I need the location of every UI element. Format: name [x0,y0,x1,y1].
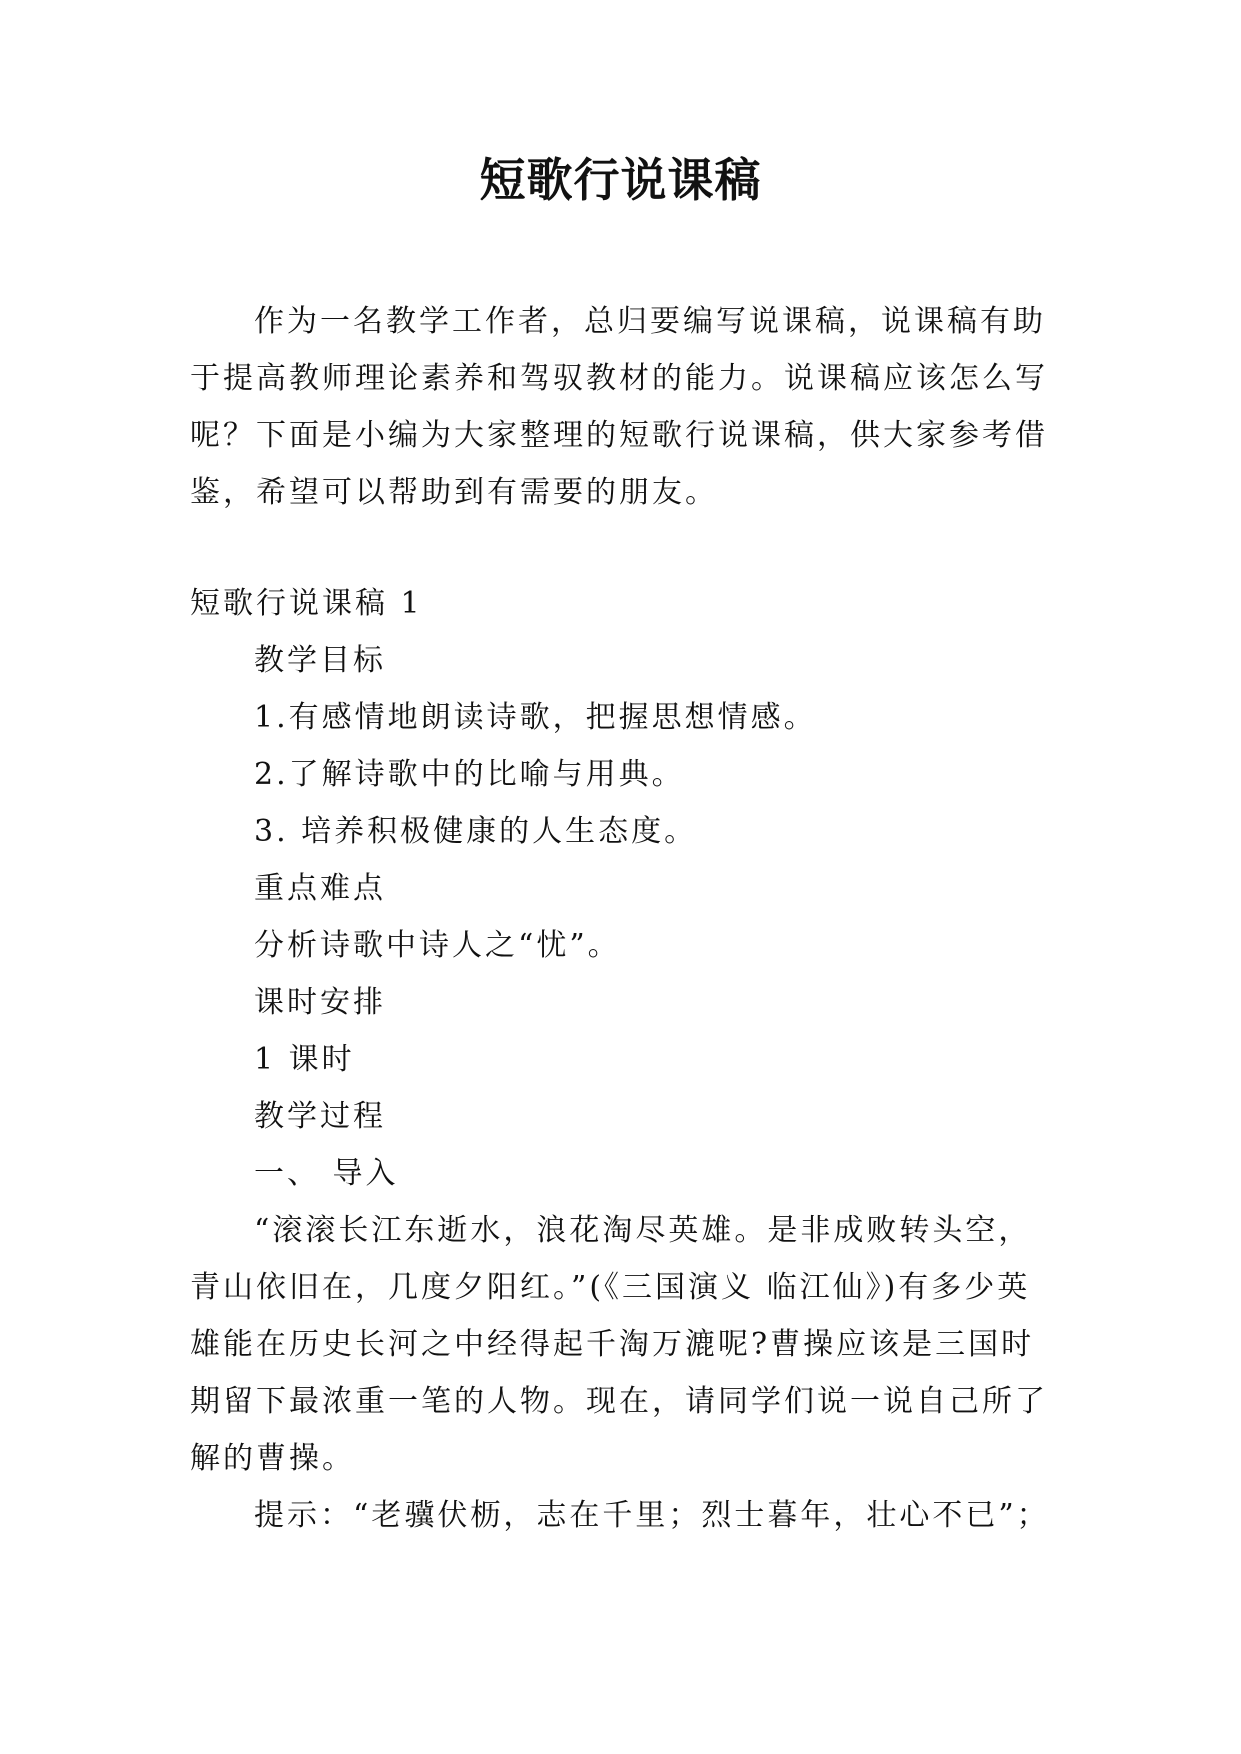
document-title: 短歌行说课稿 [479,153,762,207]
step-1-heading: 一、 导入 [254,1156,399,1191]
process-heading: 教学过程 [254,1099,386,1134]
intro-paragraph: 作为一名教学工作者，总归要编写说课稿，说课稿有助于提高教师理论素养和驾驭教材的能力。说课稿应该怎么写呢？下面是小编为大家整理的短歌行说课稿，供大家参考借鉴，希望可以帮助到有需要的朋友。 [190,304,1048,510]
key-points-text: 分析诗歌中诗人之“忧”。 [254,928,621,963]
objective-3: 3. 培养积极健康的人生态度。 [254,814,698,849]
schedule-text: 1 课时 [254,1042,355,1077]
hint-line: 提示：“老骥伏枥，志在千里；烈士暮年，壮心不已”； [254,1498,1050,1533]
schedule-heading: 课时安排 [254,985,386,1020]
objective-2: 2.了解诗歌中的比喻与用典。 [254,757,685,792]
objective-1: 1.有感情地朗读诗歌，把握思想情感。 [254,700,817,735]
section-heading: 短歌行说课稿 1 [190,586,423,621]
objectives-heading: 教学目标 [254,643,386,678]
quote-paragraph: “滚滚长江东逝水，浪花淘尽英雄。是非成败转头空，青山依旧在，几度夕阳红。”(《三国演义 临江仙》)有多少英雄能在历史长河之中经得起千淘万漉呢?曹操应该是三国时期留下最浓重一笔的人物。现在，请同学们说一说自己所了解的曹操。 [190,1213,1048,1476]
key-points-heading: 重点难点 [254,871,386,906]
